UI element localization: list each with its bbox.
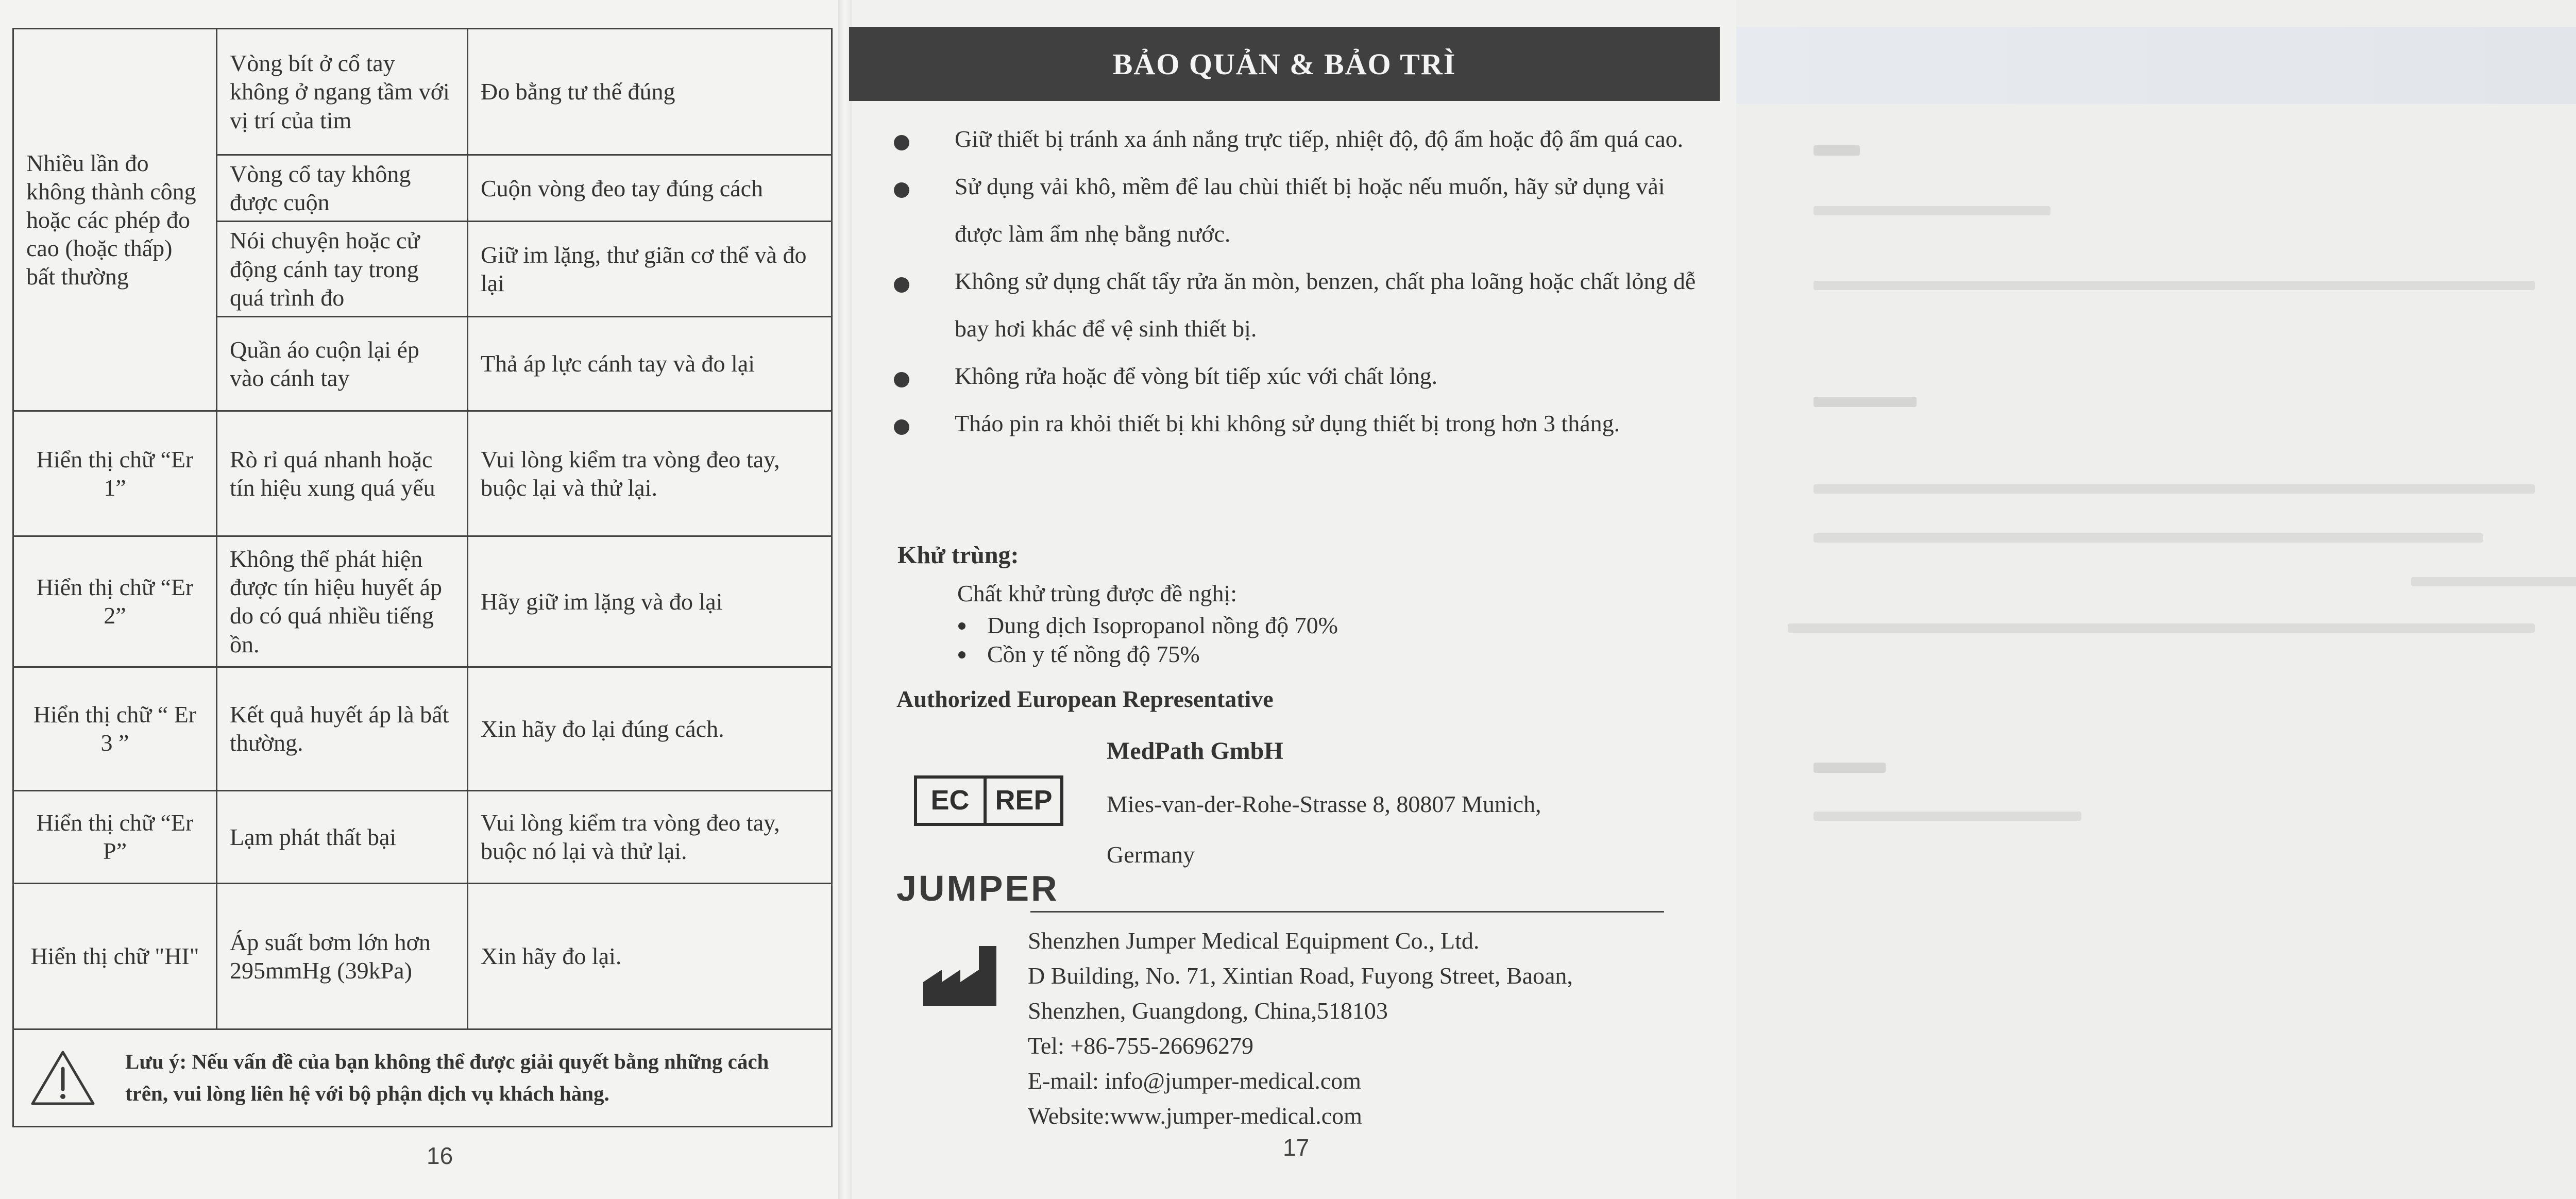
problem-cell: Hiển thị chữ “Er 2” (13, 536, 217, 667)
manufacturer-address: D Building, No. 71, Xintian Road, Fuyong Street, Baoan, (1028, 962, 1573, 989)
book-gutter (838, 0, 852, 1199)
table-row (13, 536, 832, 667)
page-number-right: 17 (1283, 1134, 1310, 1161)
section-header: BẢO QUẢN & BẢO TRÌ (849, 27, 1720, 101)
cause-cell: Lạm phát thất bại (217, 790, 468, 883)
cause-cell: Vòng bít ở cổ tay không ở ngang tầm với vị trí của tim (217, 29, 468, 155)
solution-cell: Giữ im lặng, thư giãn cơ thể và đo lại (468, 222, 832, 317)
solution-cell: Xin hãy đo lại đúng cách. (468, 667, 832, 790)
manufacturer-email: E-mail: info@jumper-medical.com (1028, 1068, 1361, 1094)
table-row (13, 29, 832, 155)
note-row (13, 1029, 832, 1126)
page-number-left: 16 (427, 1142, 453, 1169)
list-item: Dung dịch Isopropanol nồng độ 70% (958, 611, 1338, 640)
address-line: Germany (1107, 841, 1195, 868)
note-cell (13, 1029, 832, 1126)
troubleshooting-table (12, 28, 833, 1127)
far-page (1736, 0, 2576, 1199)
cause-cell: Quần áo cuộn lại ép vào cánh tay (217, 316, 468, 411)
manufacturer-factory-icon (921, 942, 1003, 1008)
table-row (13, 790, 832, 883)
solution-cell: Cuộn vòng đeo tay đúng cách (468, 155, 832, 222)
jumper-logo (895, 870, 1081, 907)
solution-cell: Vui lòng kiểm tra vòng đeo tay, buộc lại và thử lại. (468, 411, 832, 536)
cause-cell: Vòng cổ tay không được cuộn (217, 155, 468, 222)
solution-cell: Đo bằng tư thế đúng (468, 29, 832, 155)
warning-triangle-icon (29, 1049, 96, 1107)
cause-cell: Rò rỉ quá nhanh hoặc tín hiệu xung quá yếu (217, 411, 468, 536)
note-text: Lưu ý: Nếu vấn đề của bạn không thể được giải quyết bằng những cách trên, vui lòng liên hệ với bộ phận dịch vụ khách hàng. (125, 1050, 769, 1105)
list-item: Không sử dụng chất tẩy rửa ăn mòn, benzen, chất pha loãng hoặc chất lỏng dễ bay hơi khác để vệ sinh thiết bị. (894, 258, 1698, 352)
solution-cell: Hãy giữ im lặng và đo lại (468, 536, 832, 667)
manufacturer-website: Website:www.jumper-medical.com (1028, 1103, 1362, 1129)
cause-cell: Không thể phát hiện được tín hiệu huyết áp do có quá nhiều tiếng ồn. (217, 536, 468, 667)
ghost-text (1814, 281, 2535, 290)
solution-cell: Xin hãy đo lại. (468, 883, 832, 1029)
ghost-text (1814, 397, 1917, 407)
ec-rep-symbol-icon (914, 775, 1063, 826)
ghost-text (1814, 484, 2535, 494)
ghost-text (1814, 533, 2483, 543)
cause-cell: Nói chuyện hoặc cử động cánh tay trong quá trình đo (217, 222, 468, 317)
rep-label: REP (995, 785, 1053, 816)
solution-cell: Vui lòng kiểm tra vòng đeo tay, buộc nó lại và thử lại. (468, 790, 832, 883)
divider (1030, 911, 1664, 913)
ghost-text (1788, 623, 2535, 633)
ghost-text (2411, 577, 2576, 586)
manufacturer-tel: Tel: +86-755-26696279 (1028, 1033, 1253, 1059)
list-item: Giữ thiết bị tránh xa ánh nắng trực tiếp, nhiệt độ, độ ẩm hoặc độ ẩm quá cao. (894, 115, 1698, 163)
manufacturer-address: Shenzhen, Guangdong, China,518103 (1028, 998, 1388, 1024)
problem-cell: Hiển thị chữ “Er 1” (13, 411, 217, 536)
maintenance-bullet-list (894, 115, 1698, 447)
representative-name: MedPath GmbH (1107, 737, 1283, 765)
ghost-text (1814, 812, 2081, 821)
disinfectant-list (958, 611, 1338, 669)
ghost-text (1814, 145, 1860, 156)
disinfection-intro: Chất khử trùng được đề nghị: (957, 580, 1238, 606)
cause-cell: Kết quả huyết áp là bất thường. (217, 667, 468, 790)
list-item: Sử dụng vải khô, mềm để lau chùi thiết bị hoặc nếu muốn, hãy sử dụng vải được làm ẩm nhẹ bằng nước. (894, 163, 1698, 258)
disinfection-title: Khử trùng: (897, 542, 1019, 569)
ec-label: EC (930, 785, 970, 816)
problem-cell: Hiển thị chữ "HI" (13, 883, 217, 1029)
manufacturer-info (1028, 923, 1573, 1134)
far-page-header-band (1736, 27, 2576, 104)
table-row (13, 667, 832, 790)
solution-cell: Thả áp lực cánh tay và đo lại (468, 316, 832, 411)
ghost-text (1814, 763, 1886, 773)
list-item: Cồn y tế nồng độ 75% (958, 640, 1338, 669)
list-item: Không rửa hoặc để vòng bít tiếp xúc với chất lỏng. (894, 352, 1698, 400)
address-line: Mies-van-der-Rohe-Strasse 8, 80807 Munich, (1107, 791, 1541, 817)
problem-cell: Nhiều lần đo không thành công hoặc các phép đo cao (hoặc thấp) bất thường (13, 29, 217, 411)
cause-cell: Áp suất bơm lớn hơn 295mmHg (39kPa) (217, 883, 468, 1029)
problem-cell: Hiển thị chữ “ Er 3 ” (13, 667, 217, 790)
problem-cell: Hiển thị chữ “Er P” (13, 790, 217, 883)
representative-address (1107, 779, 1673, 880)
ghost-text (1814, 206, 2050, 215)
table-row (13, 411, 832, 536)
table-row (13, 883, 832, 1029)
representative-title: Authorized European Representative (896, 686, 1274, 712)
manufacturer-name: Shenzhen Jumper Medical Equipment Co., Ltd. (1028, 927, 1480, 954)
list-item: Tháo pin ra khỏi thiết bị khi không sử dụng thiết bị trong hơn 3 tháng. (894, 400, 1698, 447)
svg-text:JUMPER: JUMPER (896, 870, 1059, 907)
